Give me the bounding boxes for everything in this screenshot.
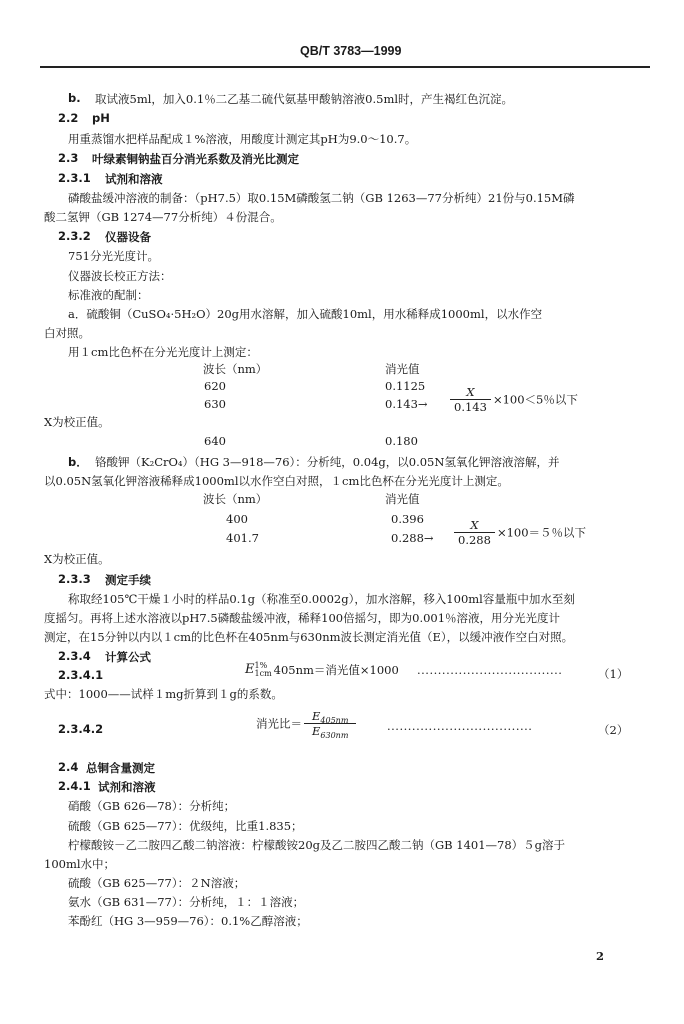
- item-b-label: b.: [68, 91, 81, 105]
- eq1-rhs: 405nm＝消光值×1000: [273, 663, 399, 677]
- standard-prep: 标准液的配制：: [68, 288, 149, 302]
- standard-header: QB/T 3783—1999: [300, 44, 402, 58]
- instrument-text: 751分光光度计。: [68, 249, 159, 263]
- section-2-3-3-number: 2.3.3: [58, 572, 91, 586]
- procedure-line-2: 度摇匀。再将上述水溶液以pH7.5磷酸盐缓冲液，稀释100倍摇匀，即为0.001％溶液，用分光光度计: [44, 611, 561, 625]
- section-2-4-1-title: 试剂和溶液: [98, 780, 156, 794]
- item-b2-label: b．: [68, 455, 88, 469]
- item-b2-line-1: 铬酸钾（K₂CrO₄）（HG 3—918—76）：分析纯，0.04g，以0.05N氢氧化钾溶液溶解，并: [95, 455, 560, 469]
- table2-row-abs: 0.288→: [391, 531, 434, 545]
- eq1-leader-dots: ···································: [417, 666, 563, 680]
- section-2-4-title: 总铜含量测定: [86, 761, 155, 775]
- reagent-ammonia: 氨水（GB 631—77）：分析纯，１：１溶液；: [68, 895, 305, 909]
- reagent-citrate-edta-1: 柠檬酸铵－乙二胺四乙酸二钠溶液：柠檬酸铵20g及乙二胺四乙酸二钠（GB 1401—78）５g溶于: [68, 838, 566, 852]
- table1-header-wavelength: 波长（nm）: [203, 362, 268, 376]
- fraction-numerator: X: [466, 385, 475, 399]
- fraction-numerator: X: [470, 518, 479, 532]
- table2-row-wl: 401.7: [226, 531, 259, 545]
- eq2-lhs: 消光比＝: [256, 716, 302, 731]
- equation-1: [245, 662, 399, 678]
- section-2-3-1-number: 2.3.1: [58, 171, 91, 185]
- table1-row-wl: 630: [204, 397, 226, 411]
- reagent-phenol-red: 苯酚红（HG 3—959—76）：0.1%乙醇溶液；: [68, 914, 308, 928]
- calibration-method: 仪器波长校正方法：: [68, 269, 172, 283]
- section-2-2-title: pH: [92, 111, 110, 125]
- eq1-number: （1）: [598, 667, 629, 681]
- section-2-3-4-2-number: 2.3.4.2: [58, 722, 104, 736]
- section-2-3-4-title: 计算公式: [105, 650, 151, 664]
- section-2-3-3-title: 测定手续: [105, 573, 151, 587]
- eq2-num-symbol: E: [312, 709, 321, 723]
- reagent-nitric-acid: 硝酸（GB 626—78）：分析纯；: [68, 799, 236, 813]
- item-a-line-2: 白对照。: [44, 326, 90, 340]
- reagent-sulfuric-2n: 硫酸（GB 625—77）：２N溶液；: [68, 876, 246, 890]
- eq2-den-sub: 630nm: [320, 731, 349, 740]
- table1-row-abs: 0.1125: [385, 379, 426, 393]
- item-b-text: 取试液5ml，加入0.1％二乙基二硫代氨基甲酸钠溶液0.5ml时，产生褐红色沉淀。: [95, 92, 514, 106]
- procedure-line-3: 测定，在15分钟以内以１cm的比色杯在405nm与630nm波长测定消光值（E），以缓冲液作空白对照。: [44, 630, 574, 644]
- section-2-3-4-number: 2.3.4: [58, 649, 91, 663]
- section-2-3-2-title: 仪器设备: [105, 230, 151, 244]
- eq1-superscript: 1%: [254, 661, 268, 670]
- buffer-prep-line-1: 磷酸盐缓冲溶液的制备：（pH7.5）取0.15M磷酸氢二钠（GB 1263—77分析纯）21份与0.15M磷: [68, 191, 575, 205]
- eq2-den-symbol: E: [312, 724, 321, 738]
- table1-fraction: [448, 385, 578, 414]
- item-a-line-1: a．硫酸铜（CuSO₄·5H₂O）20g用水溶解，加入硫酸10ml，用水稀释成1000ml，以水作空: [68, 307, 543, 321]
- procedure-line-1: 称取经105℃干燥１小时的样品0.1g（称准至0.0002g），加水溶解，移入100ml容量瓶中加水至刻: [68, 592, 575, 606]
- section-2-2-number: 2.2: [58, 111, 79, 125]
- table2-row-wl: 400: [226, 512, 248, 526]
- x-correction-note-2: X为校正值。: [44, 552, 110, 566]
- page-number: 2: [595, 949, 604, 963]
- section-2-3-4-1-number: 2.3.4.1: [58, 668, 104, 682]
- table1-row-abs: 0.180: [385, 434, 418, 448]
- fraction-denominator: 0.288: [454, 532, 495, 547]
- table2-row-abs: 0.396: [391, 512, 424, 526]
- fraction-tail: ×100＜5％以下: [492, 392, 578, 407]
- table1-row-wl: 620: [204, 379, 226, 393]
- section-2-3-title: 叶绿素铜钠盐百分消光系数及消光比测定: [92, 152, 299, 166]
- x-correction-note-1: X为校正值。: [44, 415, 110, 429]
- table2-header-absorbance: 消光值: [385, 492, 420, 506]
- table1-row-abs: 0.143→: [385, 397, 428, 411]
- section-2-3-number: 2.3: [58, 151, 79, 165]
- table2-header-wavelength: 波长（nm）: [203, 492, 268, 506]
- fraction-denominator: 0.143: [450, 399, 491, 414]
- header-rule: [40, 66, 650, 68]
- eq2-leader-dots: ···································: [387, 722, 533, 736]
- equation-2: [256, 709, 358, 738]
- eq1-symbol: E: [245, 662, 255, 677]
- eq2-num-sub: 405nm: [320, 716, 349, 725]
- eq1-note: 式中：1000——试样１mg折算到１g的系数。: [44, 687, 283, 701]
- section-2-3-2-number: 2.3.2: [58, 229, 91, 243]
- fraction-tail: ×100＝５％以下: [496, 525, 587, 540]
- section-2-4-1-number: 2.4.1: [58, 779, 91, 793]
- item-b2-line-2: 以0.05N氢氧化钾溶液稀释成1000ml以水作空白对照，１cm比色杯在分光光度计上测定。: [44, 474, 509, 488]
- eq1-subscript: 1cm: [254, 669, 272, 678]
- reagent-sulfuric-acid: 硫酸（GB 625—77）：优级纯，比重1.835；: [68, 819, 303, 833]
- table1-header-absorbance: 消光值: [385, 362, 420, 376]
- table2-fraction: [452, 518, 586, 547]
- table1-row-wl: 640: [204, 434, 226, 448]
- buffer-prep-line-2: 酸二氢钾（GB 1274—77分析纯）４份混合。: [44, 210, 282, 224]
- eq2-number: （2）: [598, 723, 629, 737]
- cuvette-line: 用１cm比色杯在分光光度计上测定：: [68, 345, 258, 359]
- ph-text: 用重蒸馏水把样品配成１%溶液，用酸度计测定其pH为9.0～10.7。: [68, 132, 417, 146]
- section-2-3-1-title: 试剂和溶液: [105, 172, 163, 186]
- reagent-citrate-edta-2: 100ml水中；: [44, 857, 116, 871]
- section-2-4-number: 2.4: [58, 760, 79, 774]
